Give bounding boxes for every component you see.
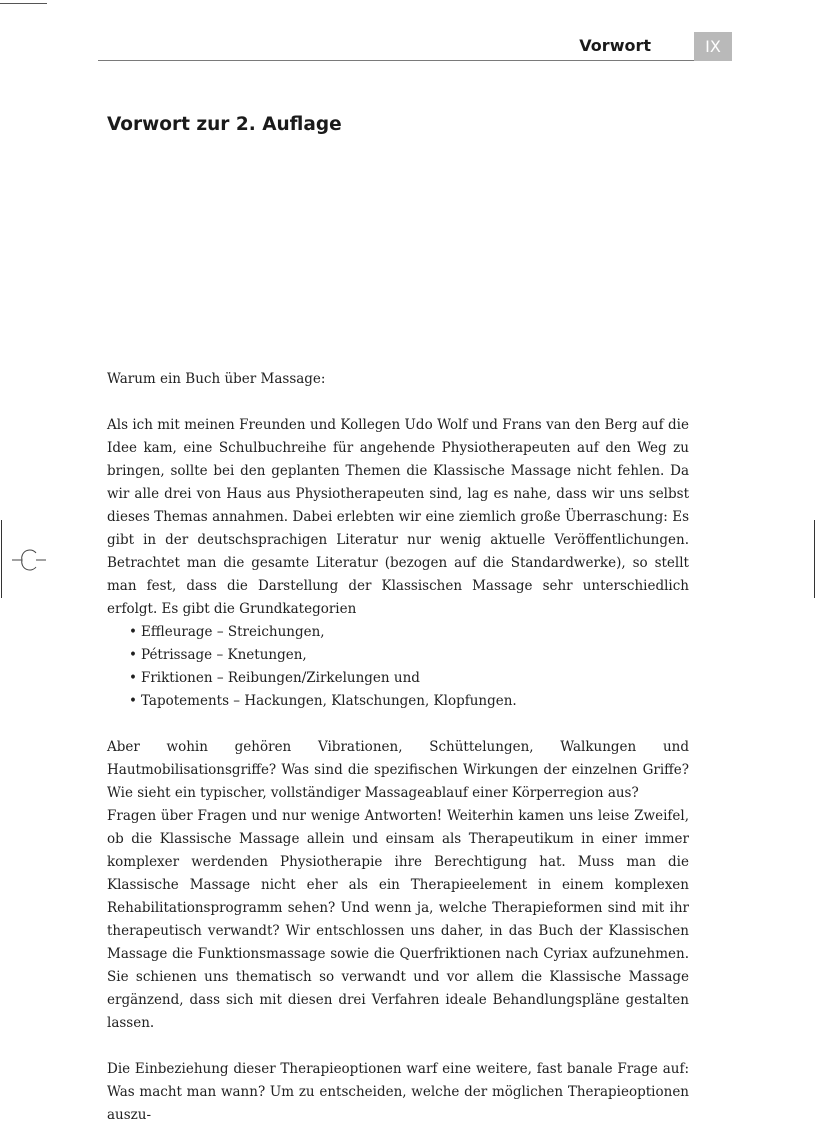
paragraph-1: Als ich mit meinen Freunden und Kollegen Udo Wolf und Frans van den Berg auf die Idee kam, eine Schulbuchreihe für angehende Physiotherapeuten auf den Weg zu bringen, sollte bei den geplanten Themen die Klassische Massage nicht fehlen. Da wir alle drei von Haus aus Physiotherapeuten sind, lag es nahe, dass wir uns selbst dieses Themas annahmen. Dabei erlebten wir eine ziemlich große Überraschung: Es gibt in der deutschsprachigen Literatur nur wenig aktuelle Veröffentlichungen. Betrachtet man die gesamte Literatur (bezogen auf die Standardwerke), so stellt man fest, dass die Darstellung der Klassischen Massage sehr unterschiedlich erfolgt. Es gibt die Grundkategorien [107, 417, 689, 617]
crop-mark-right [814, 520, 815, 598]
intro-line: Warum ein Buch über Massage: [107, 371, 326, 387]
crop-mark-left [1, 520, 2, 598]
list-item: • Tapotements – Hackungen, Klatschungen, Klopfungen. [129, 693, 517, 709]
list-item: • Pétrissage – Knetungen, [129, 647, 307, 663]
paragraph-3: Fragen über Fragen und nur wenige Antworten! Weiterhin kamen uns leise Zweifel, ob die Klassische Massage allein und einsam als Therapeutikum in einer immer komplexer werdenden Physiotherapie ihre Berechtigung hat. Muss man die Klassische Massage nicht eher als ein Therapieelement in einem komplexen Rehabilitationsprogramm sehen? Und wenn ja, welche Therapieformen sind mit ihr therapeutisch verwandt? Wir entschlossen uns daher, in das Buch der Klassischen Massage die Funktionsmassage sowie die Querfriktionen nach Cyriax aufzunehmen. Sie schienen uns thematisch so verwandt und vor allem die Klassische Massage ergänzend, dass sich mit diesen drei Verfahren ideale Behandlungspläne gestalten lassen. [107, 808, 689, 1031]
body-text [107, 368, 689, 1127]
paragraph-2: Aber wohin gehören Vibrationen, Schüttelungen, Walkungen und Hautmobilisationsgriffe? Was sind die spezifischen Wirkungen der einzelnen Griffe? Wie sieht ein typischer, vollständiger Massageablauf einer Körperregion aus? [107, 739, 689, 801]
running-head: Vorwort [579, 36, 651, 55]
category-list [107, 621, 689, 713]
registration-mark-icon [10, 549, 48, 571]
page-number-badge: IX [694, 32, 732, 61]
list-item: • Friktionen – Reibungen/Zirkelungen und [129, 670, 420, 686]
list-item-text: Tapotements – Hackungen, Klatschungen, Klopfungen. [140, 693, 517, 709]
list-item-text: Friktionen – Reibungen/Zirkelungen und [140, 670, 420, 686]
header-rule [98, 60, 694, 61]
crop-mark-top [0, 3, 47, 4]
list-item-text: Pétrissage – Knetungen, [140, 647, 307, 663]
list-item: • Effleurage – Streichungen, [129, 624, 325, 640]
list-item-text: Effleurage – Streichungen, [140, 624, 325, 640]
chapter-title: Vorwort zur 2. Auflage [107, 114, 342, 135]
paragraph-4: Die Einbeziehung dieser Therapieoptionen warf eine weitere, fast banale Frage auf: Was macht man wann? Um zu entscheiden, welche der möglichen Therapieoptionen auszu- [107, 1061, 689, 1123]
